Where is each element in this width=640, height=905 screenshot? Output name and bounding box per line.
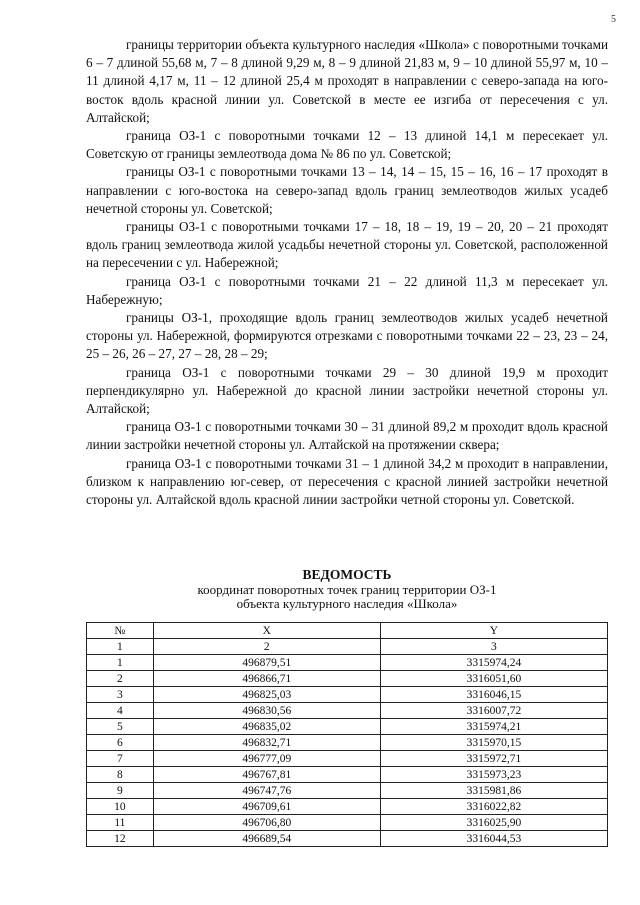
coord-y: 3315973,23 xyxy=(380,767,607,783)
paragraph: граница ОЗ-1 с поворотными точками 29 – 30 длиной 19,9 м проходит перпендикулярно ул. Набережной до красной линии застройки нечетной стороны ул. Алтайской; xyxy=(86,364,608,417)
paragraph: границы ОЗ-1, проходящие вдоль границ землеотводов жилых усадеб нечетной стороны ул. Набережной, формируются отрезками с поворотными точками 22 – 23, 23 – 24, 25 – 26, 26 – 27, 27 – 28, 28 – 29; xyxy=(86,310,608,362)
statement-heading xyxy=(86,566,608,611)
coord-x: 496866,71 xyxy=(153,671,380,687)
coord-x: 496832,71 xyxy=(153,735,380,751)
coord-x: 496706,80 xyxy=(153,815,380,831)
coord-y: 3315981,86 xyxy=(380,783,607,799)
paragraph: граница ОЗ-1 с поворотными точками 31 – 1 длиной 34,2 м проходит в направлении, близком к направлению юг-север, от пересечения с красной линией застройки нечетной стороны ул. Алтайской вдоль красной линии застройки четной стороны ул. Советской. xyxy=(86,455,608,508)
point-number: 3 xyxy=(87,687,154,703)
coord-y: 3316025,90 xyxy=(380,815,607,831)
coord-y: 3315974,21 xyxy=(380,719,607,735)
coord-y: 3316046,15 xyxy=(380,687,607,703)
table-row xyxy=(87,687,608,703)
point-number: 6 xyxy=(87,735,154,751)
point-number: 9 xyxy=(87,783,154,799)
coord-x: 496830,56 xyxy=(153,703,380,719)
paragraph: граница ОЗ-1 с поворотными точками 21 – 22 длиной 11,3 м пересекает ул. Набережную; xyxy=(86,273,608,307)
coord-y: 3316044,53 xyxy=(380,831,607,847)
paragraph: границы ОЗ-1 с поворотными точками 17 – 18, 18 – 19, 19 – 20, 20 – 21 проходят вдоль границ землеотвода жилой усадьбы нечетной стороны ул. Советской, расположенной на пересечении с ул. Набережной; xyxy=(86,219,608,271)
paragraph: границы территории объекта культурного наследия «Школа» с поворотными точками 6 – 7 длиной 55,68 м, 7 – 8 длиной 9,29 м, 8 – 9 длиной 21,83 м, 9 – 10 длиной 55,97 м, 10 – 11 длиной 4,17 м, 11 – 12 длиной 25,4 м проходят в направлении с северо-запада на юго-восток вдоль красной линии ул. Советской в месте ее изгиба от пересечения с ул. Алтайской; xyxy=(86,37,608,125)
table-row xyxy=(87,735,608,751)
point-number: 8 xyxy=(87,767,154,783)
point-number: 7 xyxy=(87,751,154,767)
point-number: 12 xyxy=(87,831,154,847)
point-number: 1 xyxy=(87,655,154,671)
body-text xyxy=(86,36,608,509)
coordinates-table xyxy=(86,622,608,847)
coord-y: 3316007,72 xyxy=(380,703,607,719)
column-number: 3 xyxy=(380,639,607,655)
table-header-row xyxy=(87,623,608,639)
header-x: X xyxy=(153,623,380,639)
coord-y: 3315972,71 xyxy=(380,751,607,767)
table-row xyxy=(87,799,608,815)
coord-y: 3316051,60 xyxy=(380,671,607,687)
coord-x: 496879,51 xyxy=(153,655,380,671)
coord-x: 496747,76 xyxy=(153,783,380,799)
point-number: 10 xyxy=(87,799,154,815)
table-row xyxy=(87,671,608,687)
point-number: 5 xyxy=(87,719,154,735)
header-y: Y xyxy=(380,623,607,639)
point-number: 11 xyxy=(87,815,154,831)
paragraph: границы ОЗ-1 с поворотными точками 13 – 14, 14 – 15, 15 – 16, 16 – 17 проходят в направлении с юго-востока на северо-запад вдоль границ землеотводов жилых усадеб нечетной стороны ул. Советской; xyxy=(86,164,608,216)
page-number: 5 xyxy=(611,14,616,25)
table-row xyxy=(87,831,608,847)
coord-x: 496825,03 xyxy=(153,687,380,703)
coord-y: 3316022,82 xyxy=(380,799,607,815)
statement-title: ВЕДОМОСТЬ xyxy=(302,567,392,582)
table-row xyxy=(87,751,608,767)
statement-subtitle-line1: координат поворотных точек границ территории ОЗ-1 xyxy=(197,582,497,597)
column-number: 1 xyxy=(87,639,154,655)
statement-subtitle-line2: объекта культурного наследия «Школа» xyxy=(236,596,458,611)
point-number: 4 xyxy=(87,703,154,719)
paragraph: граница ОЗ-1 с поворотными точками 30 – 31 длиной 89,2 м проходит вдоль красной линии застройки нечетной стороны ул. Алтайской на протяжении сквера; xyxy=(86,419,608,453)
coord-x: 496835,02 xyxy=(153,719,380,735)
column-number: 2 xyxy=(153,639,380,655)
table-row xyxy=(87,719,608,735)
coord-y: 3315970,15 xyxy=(380,735,607,751)
point-number: 2 xyxy=(87,671,154,687)
header-number: № xyxy=(87,623,154,639)
paragraph: граница ОЗ-1 с поворотными точками 12 – 13 длиной 14,1 м пересекает ул. Советскую от границы землеотвода дома № 86 по ул. Советской; xyxy=(86,128,608,162)
coord-x: 496709,61 xyxy=(153,799,380,815)
coord-x: 496777,09 xyxy=(153,751,380,767)
table-row xyxy=(87,703,608,719)
coord-x: 496767,81 xyxy=(153,767,380,783)
table-row xyxy=(87,783,608,799)
table-row xyxy=(87,655,608,671)
table-column-numbers-row xyxy=(87,639,608,655)
table-row xyxy=(87,815,608,831)
coord-x: 496689,54 xyxy=(153,831,380,847)
table-row xyxy=(87,767,608,783)
coord-y: 3315974,24 xyxy=(380,655,607,671)
